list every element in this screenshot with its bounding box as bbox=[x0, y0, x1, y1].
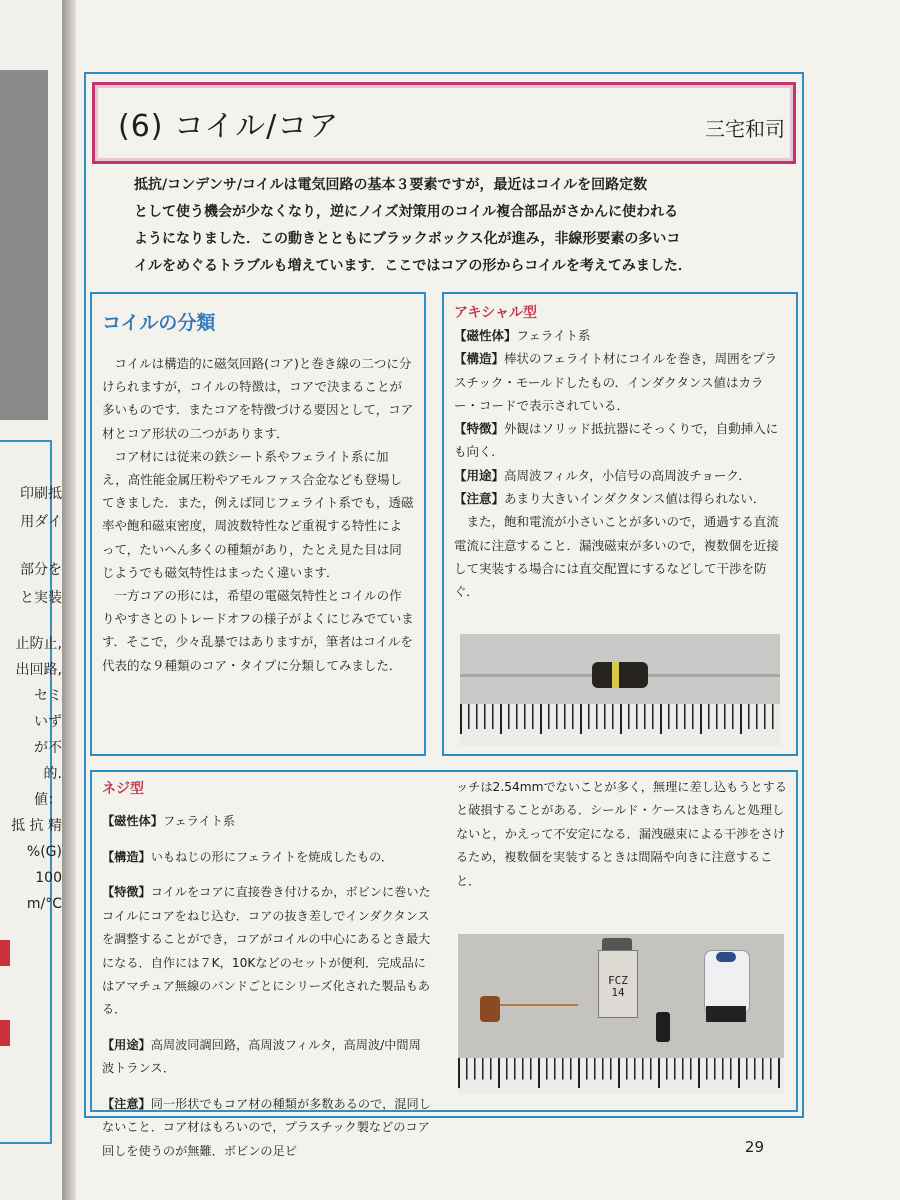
bobbin-base bbox=[706, 1006, 746, 1022]
coil-lead bbox=[498, 1004, 578, 1006]
axial-type-box bbox=[442, 292, 798, 756]
ruler bbox=[460, 704, 780, 746]
left-page-fragment: 出回路, bbox=[15, 662, 62, 678]
left-page-red-mark bbox=[0, 940, 10, 966]
left-page-fragment: 用ダイ bbox=[20, 514, 62, 530]
spec-text: 同一形状でもコア材の種類が多数あるので，混同しないこと．コア材はもろいので，プラスチック製などのコア回しを使うのが無難．ボビンの足ピ bbox=[102, 1097, 431, 1158]
ruler bbox=[458, 1058, 784, 1094]
intro-line: ようになりました．この動きとともにブラックボックス化が進み，非線形要素の多いコ bbox=[134, 231, 681, 247]
paragraph: コイルは構造的に磁気回路(コア)と巻き線の二つに分けられますが，コイルの特徴は，コアで決まることが多いものです．またコアを特徴づける要因として，コア材とコア形状の二つがあります． bbox=[102, 356, 414, 441]
left-page-fragment: いず bbox=[34, 714, 62, 730]
page-number: 29 bbox=[744, 1138, 764, 1156]
left-facing-page bbox=[0, 0, 66, 1200]
spec-item bbox=[102, 1093, 432, 1163]
paragraph: コア材には従来の鉄シート系やフェライト系に加え，高性能金属圧粉やアモルファス合金なども登場してきました．また，例えば同じフェライト系でも，透磁率や飽和磁束密度，周波数特性など重視する特性によって，たいへん多くの種類があり，たとえ見た目は同じようでも磁気特性はまったく違います． bbox=[102, 448, 414, 580]
classification-box bbox=[90, 292, 426, 756]
spec-item bbox=[102, 1034, 432, 1081]
spec-text: コイルをコアに直接巻き付けるか，ボビンに巻いたコイルにコアをねじ込む．コアの抜き差しでインダクタンスを調整することができ，コアがコイルの中心にあるとき最大になる．自作には７K，10Kなどのセットが便利．完成品にはアマチュア無線のバンドごとにシリーズ化された製品もある． bbox=[102, 885, 431, 1017]
bobbin-core-cap bbox=[716, 952, 736, 962]
spec-text: フェライト系 bbox=[516, 328, 591, 343]
fcz-shield-can bbox=[598, 950, 638, 1018]
spec-label: 【磁性体】 bbox=[102, 814, 163, 829]
spec-item bbox=[454, 417, 786, 464]
left-page-fragment: m/°C bbox=[26, 896, 62, 912]
spec-item bbox=[102, 846, 432, 869]
inductor-body bbox=[592, 662, 648, 688]
spec-text: 高周波フィルタ，小信号の高周波チョーク． bbox=[504, 467, 751, 483]
axial-inductor-photo bbox=[460, 634, 780, 746]
spec-text: 棒状のフェライト材にコイルを巻き，周囲をプラスチック・モールドしたもの．インダクタンス値はカラー・コードで表示されている． bbox=[454, 351, 778, 413]
air-coil bbox=[480, 996, 500, 1022]
spec-text: フェライト系 bbox=[162, 814, 236, 829]
spec-item bbox=[454, 347, 786, 417]
spec-label: 【注意】 bbox=[102, 1097, 151, 1111]
paragraph: 一方コアの形には，希望の電磁気特性とコイルの作りやすさとのトレードオフの様子がよくにじみでています．そこで，少々乱暴ではありますが，筆者はコイルを代表的な９種類のコア・タイプに分類してみました． bbox=[102, 588, 414, 673]
intro-line: 抵抗/コンデンサ/コイルは電気回路の基本３要素ですが，最近はコイルを回路定数 bbox=[134, 177, 648, 193]
left-page-fragment: 抵 抗 精 bbox=[11, 818, 62, 834]
left-page-fragment: と実装 bbox=[20, 590, 62, 606]
spec-item bbox=[454, 464, 786, 487]
left-page-fragment: セミ bbox=[34, 688, 62, 704]
left-page-fragment: 的. bbox=[43, 766, 62, 782]
spec-label: 【磁性体】 bbox=[454, 328, 517, 343]
spec-label: 【用途】 bbox=[102, 1038, 151, 1052]
left-page-fragment: が不 bbox=[34, 740, 62, 756]
classification-heading: コイルの分類 bbox=[102, 312, 216, 334]
spec-text: あまり大きいインダクタンス値は得られない． bbox=[504, 491, 766, 507]
intro-line: として使う機会が少なくなり，逆にノイズ対策用のコイル複合部品がさかんに使われる bbox=[134, 204, 679, 220]
classification-body bbox=[102, 352, 414, 677]
spec-label: 【注意】 bbox=[454, 491, 505, 507]
screw-core-photo bbox=[458, 934, 784, 1094]
spec-item bbox=[102, 881, 432, 1021]
continuation-text: ッチは2.54mmでないことが多く，無理に差し込もうとすると破損することがある．シールド・ケースはきちんと処理しないと，かえって不安定になる．漏洩磁束による干渉をさけるため，複数個を実装するときは間隔や向きに注意すること． bbox=[456, 780, 787, 888]
spec-label: 【特徴】 bbox=[102, 885, 151, 900]
intro-text bbox=[134, 172, 770, 280]
intro-line: イルをめぐるトラブルも増えています．ここではコアの形からコイルを考えてみました． bbox=[134, 258, 692, 274]
left-page-red-mark bbox=[0, 1020, 10, 1046]
spec-label: 【特徴】 bbox=[454, 421, 505, 437]
spec-label: 【構造】 bbox=[102, 849, 151, 864]
left-page-fragment: 印刷抵 bbox=[20, 486, 62, 502]
spec-item bbox=[102, 810, 432, 833]
axial-note: また，飽和電流が小さいことが多いので，通過する直流電流に注意すること．漏洩磁束が多いので，複数個を近接して実装する場合には直交配置にするなどして干渉を防ぐ． bbox=[454, 514, 779, 600]
author-name: 三宅和司 bbox=[705, 117, 785, 141]
screw-body bbox=[102, 798, 432, 1175]
article-title: (6) コイル/コア bbox=[118, 109, 340, 144]
spec-item bbox=[454, 487, 786, 510]
fcz-number: 14 bbox=[611, 986, 625, 999]
spec-item bbox=[454, 324, 786, 347]
screw-heading: ネジ型 bbox=[102, 781, 144, 797]
spec-text: 高周波同調回路，高周波フィルタ，高周波/中間周波トランス． bbox=[102, 1038, 421, 1076]
spec-text: 外観はソリッド抵抗器にそっくりで，自動挿入にも向く． bbox=[454, 421, 779, 460]
spec-text: いもねじの形にフェライトを焼成したもの． bbox=[150, 849, 394, 864]
left-page-fragment: 100 bbox=[35, 870, 62, 886]
left-page-fragment: 部分を bbox=[20, 562, 62, 578]
left-page-fragment: 止防止, bbox=[15, 636, 62, 652]
fcz-label: FCZ bbox=[608, 974, 628, 987]
spec-label: 【用途】 bbox=[454, 467, 505, 483]
left-page-fragment: 値： bbox=[34, 792, 62, 808]
left-page-fragment: %(G) bbox=[26, 844, 62, 860]
axial-heading: アキシャル型 bbox=[454, 305, 538, 321]
color-band bbox=[612, 662, 619, 688]
screw-body-continued bbox=[456, 776, 790, 893]
book-page bbox=[76, 0, 900, 1200]
left-page-photo bbox=[0, 70, 48, 420]
axial-body bbox=[454, 324, 786, 604]
spec-label: 【構造】 bbox=[454, 351, 505, 367]
screw-core bbox=[656, 1012, 670, 1042]
